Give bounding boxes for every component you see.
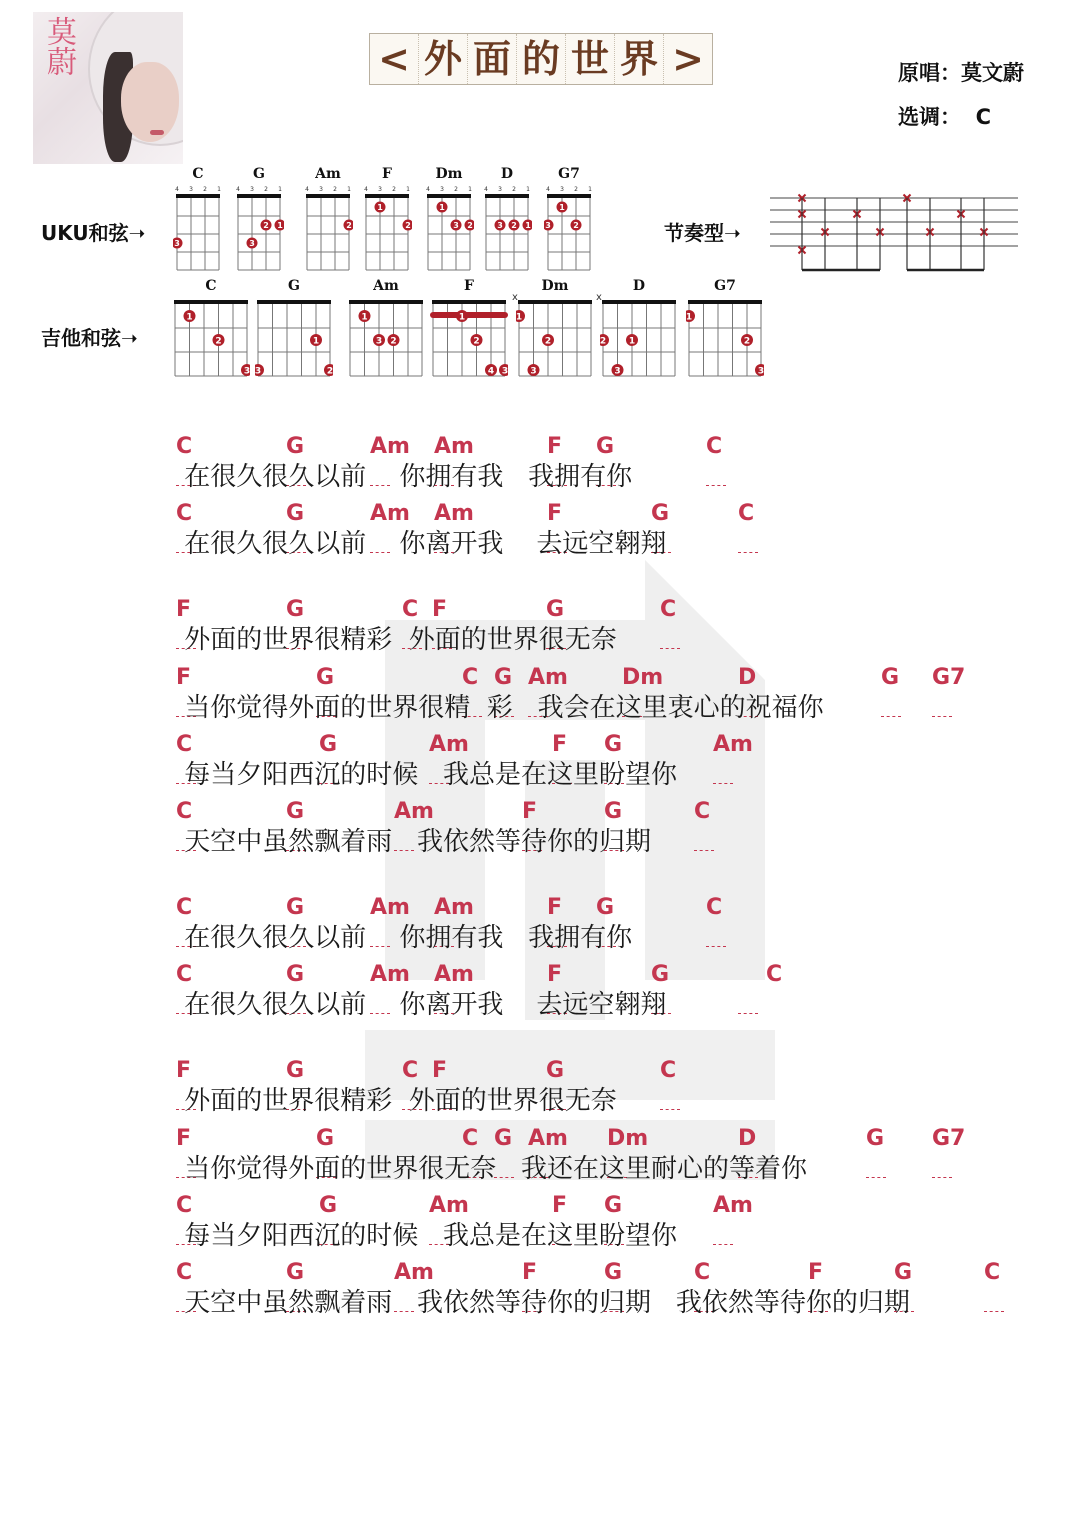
guitar-chord-g7 <box>686 278 764 378</box>
chord-symbol: G <box>651 962 670 987</box>
finger-number: 1 <box>458 312 466 323</box>
finger-number: 2 <box>544 336 552 347</box>
chord-symbol: G <box>286 1058 305 1083</box>
chord-symbol: Am <box>394 799 434 824</box>
beat-underline <box>694 850 714 851</box>
chord-symbol: G <box>319 732 338 757</box>
finger-number: 2 <box>215 336 222 347</box>
string-number: 3 <box>189 186 193 193</box>
lyric-text: 当你觉得外面的世界很精 彩 我会在这里衷心的祝福你 <box>176 693 824 723</box>
photo-mark: 莫蔚 <box>41 16 76 76</box>
chord-symbol: F <box>432 597 448 622</box>
guitar-chord-d <box>596 278 678 378</box>
chord-symbol: G <box>316 665 335 690</box>
lyric-text: 在很久很久以前 你拥有我 我拥有你 <box>176 462 633 492</box>
chord-symbol: F <box>547 501 563 526</box>
string-number: 3 <box>378 186 382 193</box>
chord-symbol: F <box>432 1058 448 1083</box>
string-number: 1 <box>588 186 592 193</box>
finger-number: 3 <box>545 221 551 230</box>
chord-diagram <box>234 184 284 272</box>
guitar-chords-label: 吉他和弦➝ <box>41 326 138 350</box>
beat-underline <box>713 783 733 784</box>
uku-chord-f <box>362 166 412 272</box>
chord-symbol: Am <box>528 1126 568 1151</box>
guitar-chord-am <box>347 278 425 378</box>
chord-symbol: F <box>552 732 568 757</box>
chord-name: F <box>464 278 474 294</box>
title-char: 界 <box>615 34 664 84</box>
string-number: 3 <box>250 186 254 193</box>
chord-symbol: C <box>176 895 193 920</box>
guitar-chord-dm <box>512 278 594 378</box>
chord-diagram <box>482 184 532 272</box>
chord-symbol: C <box>766 962 783 987</box>
chord-symbol: Am <box>370 434 410 459</box>
key-label: 选调： C <box>898 105 992 129</box>
chord-symbol: Am <box>713 732 753 757</box>
finger-number: 3 <box>174 239 180 248</box>
uku-chord-d <box>482 166 532 272</box>
finger-number: 3 <box>614 366 621 377</box>
chord-name: G <box>288 278 300 294</box>
finger-number: 2 <box>573 221 579 230</box>
chord-symbol: G <box>494 665 513 690</box>
chord-symbol: C <box>738 501 755 526</box>
chord-symbol: G <box>286 501 305 526</box>
chord-symbol: G <box>604 799 623 824</box>
finger-number: 3 <box>501 366 508 377</box>
chord-diagram <box>544 184 594 272</box>
chord-symbol: G <box>604 1193 623 1218</box>
chord-diagram <box>173 184 223 272</box>
string-number: 1 <box>217 186 221 193</box>
string-number: 3 <box>440 186 444 193</box>
beat-underline <box>738 1013 758 1014</box>
title-char: > <box>672 36 704 81</box>
chord-symbol: F <box>547 962 563 987</box>
chord-symbol: G <box>604 732 623 757</box>
finger-number: 3 <box>757 366 764 377</box>
finger-number: 2 <box>467 221 473 230</box>
chord-symbol: C <box>176 501 193 526</box>
finger-number: 1 <box>525 221 531 230</box>
string-number: 1 <box>526 186 530 193</box>
finger-number: 2 <box>263 221 269 230</box>
chord-name: Am <box>373 278 399 294</box>
beat-underline <box>881 716 901 717</box>
string-number: 2 <box>454 186 458 193</box>
lyric-text: 当你觉得外面的世界很无奈 我还在这里耐心的等着你 <box>176 1154 808 1184</box>
chord-symbol: Am <box>434 895 474 920</box>
string-number: 4 <box>175 186 179 193</box>
chord-symbol: F <box>522 1260 538 1285</box>
chord-name: G7 <box>558 166 580 182</box>
beat-underline <box>984 1311 1004 1312</box>
chord-symbol: C <box>176 1260 193 1285</box>
chord-diagram <box>303 184 353 272</box>
chord-symbol: Dm <box>622 665 664 690</box>
barre-bar <box>430 312 508 318</box>
chord-symbol: C <box>660 597 677 622</box>
chord-symbol: G <box>651 501 670 526</box>
chord-symbol: C <box>694 1260 711 1285</box>
chord-symbol: Am <box>528 665 568 690</box>
chord-symbol: C <box>984 1260 1001 1285</box>
chord-symbol: G <box>596 434 615 459</box>
finger-number: 3 <box>243 366 250 377</box>
finger-number: 2 <box>743 336 751 347</box>
finger-number: 3 <box>249 239 255 248</box>
chord-symbol: Am <box>394 1260 434 1285</box>
chord-symbol: C <box>462 665 479 690</box>
lyric-text: 每当夕阳西沉的时候 我总是在这里盼望你 <box>176 1221 678 1251</box>
chord-symbol: G <box>286 895 305 920</box>
chord-symbol: G <box>319 1193 338 1218</box>
string-number: 3 <box>560 186 564 193</box>
finger-number: 2 <box>600 336 607 347</box>
uku-chord-g <box>234 166 284 272</box>
chord-symbol: G <box>286 799 305 824</box>
string-number: 3 <box>319 186 323 193</box>
chord-symbol: G <box>894 1260 913 1285</box>
finger-number: 2 <box>326 366 333 377</box>
chord-symbol: G7 <box>932 665 966 690</box>
chord-symbol: C <box>706 895 723 920</box>
chord-symbol: G <box>286 597 305 622</box>
chord-symbol: F <box>808 1260 824 1285</box>
string-number: 2 <box>392 186 396 193</box>
chord-symbol: Am <box>434 434 474 459</box>
chord-symbol: G <box>604 1260 623 1285</box>
string-number: 1 <box>468 186 472 193</box>
chord-name: D <box>500 166 514 182</box>
beat-underline <box>660 1109 680 1110</box>
chord-name: Am <box>315 166 341 182</box>
chord-name: D <box>632 278 646 294</box>
uku-chord-g7 <box>544 166 594 272</box>
muted-string-mark: x <box>596 292 602 303</box>
chord-symbol: Dm <box>607 1126 649 1151</box>
string-number: 3 <box>498 186 502 193</box>
string-number: 4 <box>426 186 430 193</box>
uku-chord-am <box>303 166 353 272</box>
uku-chord-dm <box>424 166 474 272</box>
chord-symbol: D <box>738 1126 757 1151</box>
chord-symbol: C <box>176 962 193 987</box>
chord-symbol: G <box>286 434 305 459</box>
strumming-pattern <box>770 190 1020 275</box>
chord-symbol: C <box>176 732 193 757</box>
finger-number: 3 <box>530 366 537 377</box>
string-number: 1 <box>347 186 351 193</box>
guitar-chord-g <box>255 278 333 378</box>
chord-symbol: F <box>176 1058 192 1083</box>
string-number: 1 <box>278 186 282 193</box>
lyric-text: 在很久很久以前 你离开我 去远空翱翔 <box>176 990 667 1020</box>
guitar-chord-f <box>430 278 508 378</box>
chord-symbol: Am <box>370 962 410 987</box>
chord-symbol: C <box>402 597 419 622</box>
finger-number: 3 <box>453 221 459 230</box>
string-number: 2 <box>512 186 516 193</box>
chord-symbol: Am <box>434 962 474 987</box>
finger-number: 1 <box>559 203 565 212</box>
chord-symbol: F <box>176 1126 192 1151</box>
chord-name: G <box>253 166 265 182</box>
chord-symbol: C <box>694 799 711 824</box>
uku-chords-label: UKU和弦➝ <box>41 221 146 245</box>
chord-name: C <box>192 166 204 182</box>
chord-symbol: G <box>286 962 305 987</box>
beat-underline <box>713 1244 733 1245</box>
chord-symbol: C <box>176 799 193 824</box>
chord-symbol: C <box>176 1193 193 1218</box>
chord-symbol: Am <box>370 895 410 920</box>
string-number: 4 <box>364 186 368 193</box>
lyric-text: 天空中虽然飘着雨 我依然等待你的归期 <box>176 827 652 857</box>
chord-symbol: C <box>462 1126 479 1151</box>
string-number: 2 <box>203 186 207 193</box>
guitar-chord-c <box>172 278 250 378</box>
string-number: 2 <box>333 186 337 193</box>
beat-underline <box>706 946 726 947</box>
title-char: 的 <box>517 34 566 84</box>
finger-number: 2 <box>346 221 352 230</box>
beat-underline <box>932 1177 952 1178</box>
finger-number: 1 <box>628 336 636 347</box>
finger-number: 4 <box>487 366 495 377</box>
chord-symbol: Am <box>713 1193 753 1218</box>
chord-symbol: G <box>286 1260 305 1285</box>
chord-symbol: F <box>522 799 538 824</box>
chord-name: F <box>382 166 392 182</box>
finger-number: 1 <box>686 312 693 323</box>
lyric-text: 天空中虽然飘着雨 我依然等待你的归期 我依然等待你的归期 <box>176 1288 910 1318</box>
beat-underline <box>660 648 680 649</box>
beat-underline <box>738 552 758 553</box>
chord-diagram <box>347 298 425 378</box>
chord-name: Dm <box>435 166 463 182</box>
finger-number: 2 <box>390 336 397 347</box>
string-number: 2 <box>264 186 268 193</box>
title-char: < <box>370 34 419 84</box>
chord-symbol: C <box>402 1058 419 1083</box>
chord-diagram <box>600 298 678 378</box>
finger-number: 1 <box>312 336 320 347</box>
chord-symbol: F <box>552 1193 568 1218</box>
chord-symbol: F <box>176 665 192 690</box>
original-singer: 原唱：莫文蔚 <box>898 61 1024 85</box>
lyric-text: 在很久很久以前 你离开我 去远空翱翔 <box>176 529 667 559</box>
chord-symbol: Am <box>429 1193 469 1218</box>
chord-name: C <box>205 278 217 294</box>
chord-symbol: Am <box>429 732 469 757</box>
finger-number: 3 <box>255 366 262 377</box>
chord-symbol: C <box>176 434 193 459</box>
finger-number: 2 <box>405 221 411 230</box>
artist-photo <box>33 12 183 164</box>
chord-diagram <box>516 298 594 378</box>
chord-diagram <box>424 184 474 272</box>
chord-symbol: G <box>546 1058 565 1083</box>
chord-symbol: Am <box>434 501 474 526</box>
chord-symbol: G7 <box>932 1126 966 1151</box>
finger-number: 1 <box>516 312 523 323</box>
string-number: 4 <box>484 186 488 193</box>
finger-number: 3 <box>375 336 383 347</box>
chord-name: G7 <box>714 278 736 294</box>
lyric-text: 外面的世界很精彩 外面的世界很无奈 <box>176 625 617 655</box>
chord-symbol: C <box>660 1058 677 1083</box>
title-char: 外 <box>419 34 468 84</box>
chord-symbol: F <box>547 895 563 920</box>
beat-underline <box>932 716 952 717</box>
chord-symbol: G <box>596 895 615 920</box>
chord-diagram <box>362 184 412 272</box>
string-number: 4 <box>236 186 240 193</box>
finger-number: 1 <box>439 203 445 212</box>
chord-symbol: F <box>547 434 563 459</box>
lyric-text: 在很久很久以前 你拥有我 我拥有你 <box>176 923 633 953</box>
chord-diagram <box>686 298 764 378</box>
string-number: 4 <box>546 186 550 193</box>
finger-number: 1 <box>377 203 383 212</box>
chord-symbol: F <box>176 597 192 622</box>
song-title <box>369 33 713 85</box>
finger-number: 1 <box>277 221 283 230</box>
beat-underline <box>866 1177 886 1178</box>
finger-number: 1 <box>186 312 193 323</box>
chord-symbol: G <box>494 1126 513 1151</box>
lyric-text: 外面的世界很精彩 外面的世界很无奈 <box>176 1086 617 1116</box>
chord-name: Dm <box>541 278 569 294</box>
chord-symbol: G <box>546 597 565 622</box>
string-number: 1 <box>406 186 410 193</box>
chord-symbol: G <box>316 1126 335 1151</box>
finger-number: 2 <box>473 336 480 347</box>
string-number: 4 <box>305 186 309 193</box>
beat-underline <box>706 485 726 486</box>
title-char: 世 <box>566 34 615 84</box>
uku-chord-c <box>173 166 223 272</box>
chord-symbol: G <box>881 665 900 690</box>
chord-diagram <box>430 298 508 378</box>
title-char: 面 <box>468 34 517 84</box>
chord-symbol: D <box>738 665 757 690</box>
rhythm-label: 节奏型➝ <box>664 221 741 245</box>
chord-symbol: G <box>866 1126 885 1151</box>
lyric-text: 每当夕阳西沉的时候 我总是在这里盼望你 <box>176 760 678 790</box>
muted-string-mark: x <box>512 292 518 303</box>
chord-diagram <box>255 298 333 378</box>
finger-number: 2 <box>511 221 517 230</box>
string-number: 2 <box>574 186 578 193</box>
chord-diagram <box>172 298 250 378</box>
chord-symbol: Am <box>370 501 410 526</box>
finger-number: 3 <box>497 221 503 230</box>
chord-symbol: C <box>706 434 723 459</box>
finger-number: 1 <box>361 312 368 323</box>
